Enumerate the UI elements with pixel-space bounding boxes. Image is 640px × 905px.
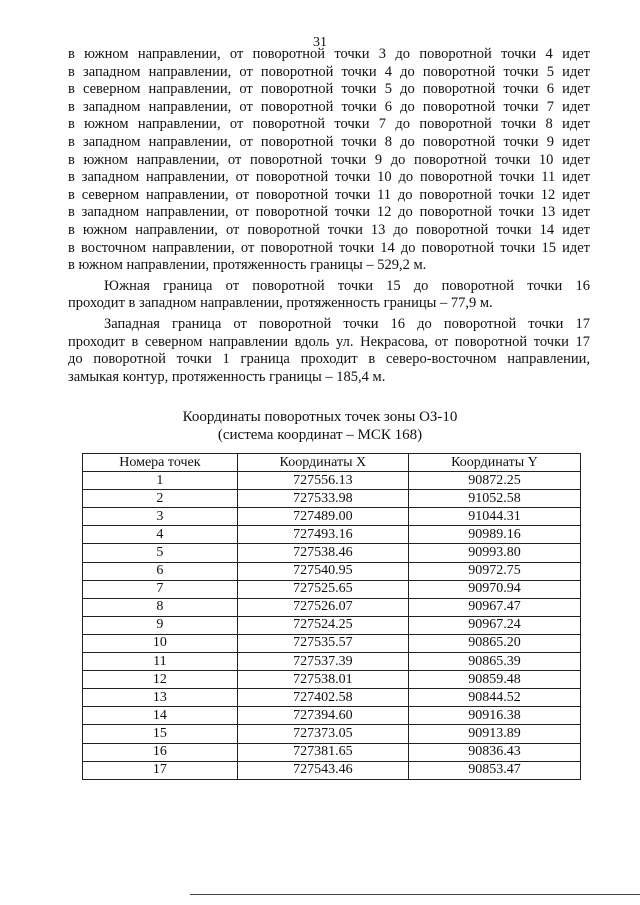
text-line: в западном направлении, от поворотной точки 10 до поворотной точки 11 идет	[68, 169, 590, 186]
text-line: в южном направлении, от поворотной точки 7 до поворотной точки 8 идет	[68, 116, 590, 133]
point-number-cell: 2	[83, 490, 238, 508]
coordinate-y-cell: 90859.48	[408, 671, 580, 689]
point-number-cell: 5	[83, 544, 238, 562]
text-line: в западном направлении, от поворотной точки 6 до поворотной точки 7 идет	[68, 98, 590, 115]
table-row	[83, 490, 581, 508]
text-line: в северном направлении, от поворотной точки 5 до поворотной точки 6 идет	[68, 81, 590, 98]
coordinate-y-cell: 90865.20	[408, 634, 580, 652]
coordinate-x-cell: 727538.01	[237, 671, 408, 689]
text-line: в восточном направлении, от поворотной точки 14 до поворотной точки 15 идет	[68, 239, 590, 256]
text-line: в северном направлении, от поворотной точки 11 до поворотной точки 12 идет	[68, 186, 590, 203]
table-row	[83, 671, 581, 689]
table-row	[83, 580, 581, 598]
coordinate-x-cell: 727402.58	[237, 689, 408, 707]
header-coordinate-x: Координаты X	[237, 454, 408, 472]
coordinate-y-cell: 90972.75	[408, 562, 580, 580]
coordinate-y-cell: 91052.58	[408, 490, 580, 508]
coordinate-x-cell: 727373.05	[237, 725, 408, 743]
text-line: до поворотной точки 1 граница проходит в северо-восточном направлении,	[68, 351, 590, 368]
text-line: в западном направлении, от поворотной точки 4 до поворотной точки 5 идет	[68, 63, 590, 80]
coordinate-x-cell: 727537.39	[237, 653, 408, 671]
coordinate-x-cell: 727525.65	[237, 580, 408, 598]
coordinate-x-cell: 727381.65	[237, 743, 408, 761]
table-row	[83, 634, 581, 652]
text-line: в западном направлении, от поворотной точки 12 до поворотной точки 13 идет	[68, 204, 590, 221]
point-number-cell: 11	[83, 653, 238, 671]
coordinate-y-cell: 90872.25	[408, 472, 580, 490]
text-line: в южном направлении, от поворотной точки 9 до поворотной точки 10 идет	[68, 151, 590, 168]
point-number-cell: 14	[83, 707, 238, 725]
point-number-cell: 15	[83, 725, 238, 743]
table-row	[83, 743, 581, 761]
text-line: проходит в северном направлении вдоль ул. Некрасова, от поворотной точки 17	[68, 333, 590, 350]
point-number-cell: 13	[83, 689, 238, 707]
page-bottom-rule	[190, 894, 640, 895]
point-number-cell: 4	[83, 526, 238, 544]
paragraph-route-description	[68, 46, 590, 275]
point-number-cell: 9	[83, 616, 238, 634]
table-header-row	[83, 454, 581, 472]
coordinate-y-cell: 91044.31	[408, 508, 580, 526]
coordinate-y-cell: 90836.43	[408, 743, 580, 761]
point-number-cell: 7	[83, 580, 238, 598]
coordinate-y-cell: 90967.47	[408, 598, 580, 616]
coordinate-x-cell: 727489.00	[237, 508, 408, 526]
table-row	[83, 544, 581, 562]
table-title	[0, 408, 640, 444]
coordinate-x-cell: 727524.25	[237, 616, 408, 634]
header-coordinate-y: Координаты Y	[408, 454, 580, 472]
text-line: Западная граница от поворотной точки 16 до поворотной точки 17	[104, 315, 590, 332]
boundary-description	[68, 46, 590, 386]
paragraph-west-boundary	[68, 316, 590, 386]
header-point-number: Номера точек	[83, 454, 238, 472]
text-line: в южном направлении, протяженность границы – 529,2 м.	[68, 257, 427, 274]
table-row	[83, 562, 581, 580]
text-line: в южном направлении, от поворотной точки 3 до поворотной точки 4 идет	[68, 46, 590, 62]
coordinate-x-cell: 727543.46	[237, 761, 408, 779]
point-number-cell: 3	[83, 508, 238, 526]
coordinate-y-cell: 90967.24	[408, 616, 580, 634]
text-line: в южном направлении, от поворотной точки 13 до поворотной точки 14 идет	[68, 221, 590, 238]
point-number-cell: 10	[83, 634, 238, 652]
table-row	[83, 761, 581, 779]
coordinate-x-cell: 727526.07	[237, 598, 408, 616]
coordinate-x-cell: 727540.95	[237, 562, 408, 580]
text-line: проходит в западном направлении, протяженность границы – 77,9 м.	[68, 295, 493, 312]
table-row	[83, 526, 581, 544]
coordinate-y-cell: 90970.94	[408, 580, 580, 598]
coordinate-x-cell: 727556.13	[237, 472, 408, 490]
point-number-cell: 16	[83, 743, 238, 761]
coordinate-y-cell: 90865.39	[408, 653, 580, 671]
page-number: 31	[313, 35, 327, 50]
coordinate-y-cell: 90993.80	[408, 544, 580, 562]
table-row	[83, 508, 581, 526]
coordinate-y-cell: 90853.47	[408, 761, 580, 779]
text-line: в западном направлении, от поворотной точки 8 до поворотной точки 9 идет	[68, 133, 590, 150]
coordinate-x-cell: 727493.16	[237, 526, 408, 544]
table-row	[83, 472, 581, 490]
paragraph-south-boundary	[68, 278, 590, 313]
coordinate-y-cell: 90913.89	[408, 725, 580, 743]
coordinates-table	[82, 453, 581, 780]
point-number-cell: 17	[83, 761, 238, 779]
table-row	[83, 707, 581, 725]
table-row	[83, 689, 581, 707]
text-line: Южная граница от поворотной точки 15 до поворотной точки 16	[104, 277, 590, 294]
text-line: замыкая контур, протяженность границы – 185,4 м.	[68, 368, 386, 385]
coordinate-x-cell: 727538.46	[237, 544, 408, 562]
table-subtitle-line: (система координат – МСК 168)	[217, 427, 423, 443]
coordinate-y-cell: 90844.52	[408, 689, 580, 707]
table-row	[83, 725, 581, 743]
point-number-cell: 8	[83, 598, 238, 616]
table-row	[83, 616, 581, 634]
table-row	[83, 653, 581, 671]
coordinate-x-cell: 727535.57	[237, 634, 408, 652]
coordinate-y-cell: 90916.38	[408, 707, 580, 725]
coordinate-x-cell: 727394.60	[237, 707, 408, 725]
point-number-cell: 1	[83, 472, 238, 490]
coordinate-y-cell: 90989.16	[408, 526, 580, 544]
table-row	[83, 598, 581, 616]
point-number-cell: 12	[83, 671, 238, 689]
table-title-line: Координаты поворотных точек зоны ОЗ-10	[182, 409, 458, 425]
coordinate-x-cell: 727533.98	[237, 490, 408, 508]
point-number-cell: 6	[83, 562, 238, 580]
